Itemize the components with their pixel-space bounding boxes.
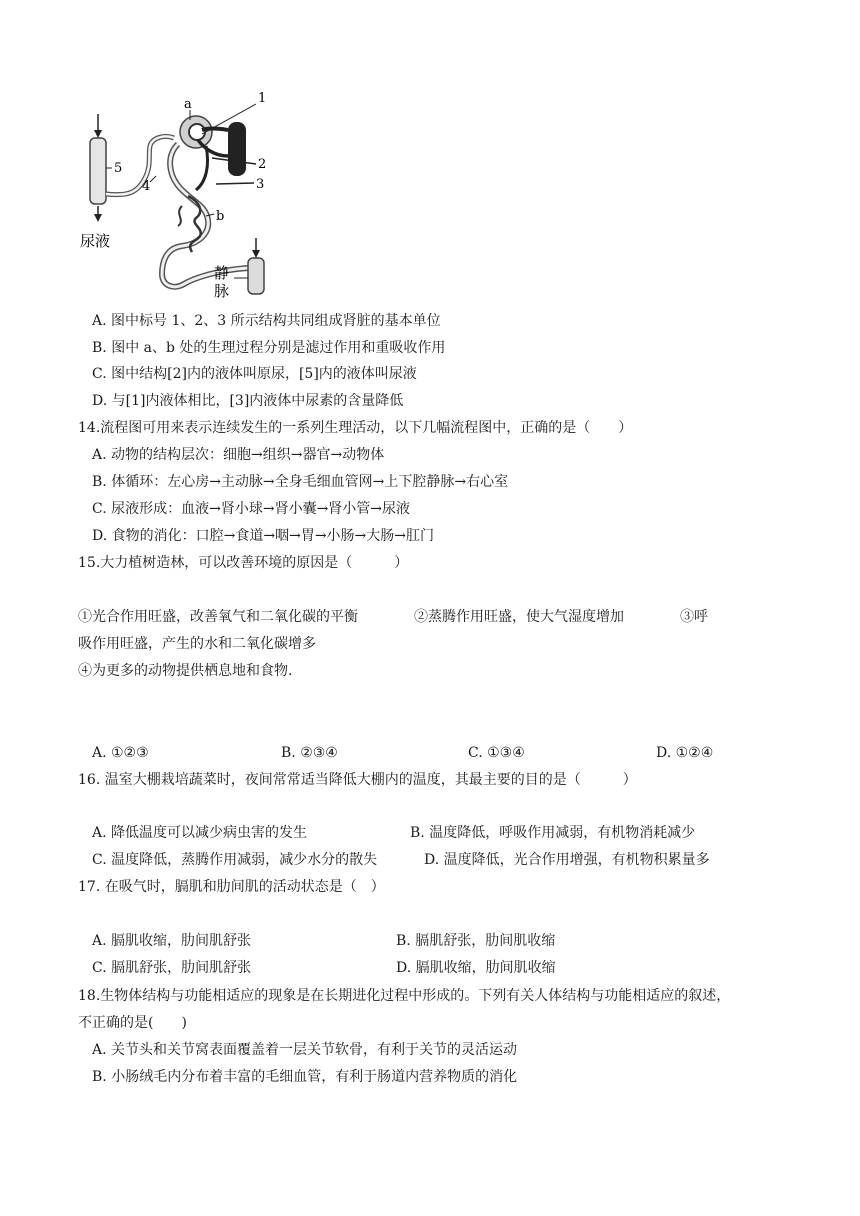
label-5: 5 <box>114 161 123 176</box>
q18-stem-line1: 18.生物体结构与功能相适应的现象是在长期进化过程中形成的。下列有关人体结构与功能相适应的叙述， <box>78 988 731 1004</box>
collecting-duct <box>90 138 106 204</box>
q18-stem-line2: 不正确的是( ) <box>78 1015 187 1031</box>
q15-statements-line2: 吸作用旺盛，产生的水和二氧化碳增多 <box>78 636 316 652</box>
q17-stem: 17. 在吸气时，膈肌和肋间肌的活动状态是（ ） <box>78 879 385 895</box>
q14-stem: 14.流程图可用来表示连续发生的一系列生理活动，以下几幅流程图中，正确的是（ ） <box>78 420 633 436</box>
q13-option-d: D. 与[1]内液体相比，[3]内液体中尿素的含量降低 <box>92 393 404 409</box>
q17-option-b: B. 膈肌舒张，肋间肌收缩 <box>396 933 556 949</box>
label-3-leader <box>216 183 254 184</box>
arrow-out-duct-head <box>94 214 102 222</box>
q13-option-c: C. 图中结构[2]内的液体叫原尿，[5]内的液体叫尿液 <box>92 366 417 382</box>
label-vein-1: 静 <box>214 264 230 282</box>
q14-option-a: A. 动物的结构层次：细胞→组织→器官→动物体 <box>92 447 385 463</box>
vessel-down <box>196 146 208 190</box>
afferent-arteriole <box>202 129 228 131</box>
label-b: b <box>216 209 225 224</box>
q15-stem: 15.大力植树造林，可以改善环境的原因是（ ） <box>78 555 409 571</box>
label-4: 4 <box>142 179 151 194</box>
q15-statements-line3: ④为更多的动物提供栖息地和食物. <box>78 663 293 679</box>
q15-option-c: C. ①③④ <box>468 745 525 761</box>
arrow-into-vein-head <box>252 250 260 258</box>
q13-option-a: A. 图中标号 1、2、3 所示结构共同组成肾脏的基本单位 <box>92 313 441 329</box>
q14-option-c: C. 尿液形成：血液→肾小球→肾小囊→肾小管→尿液 <box>92 501 411 517</box>
arrow-into-duct-head <box>94 130 102 138</box>
q18-option-b: B. 小肠绒毛内分布着丰富的毛细血管，有利于肠道内营养物质的消化 <box>92 1069 518 1085</box>
renal-artery-bar <box>228 122 246 176</box>
nephron-diagram <box>78 86 278 300</box>
q16-option-b: B. 温度降低，呼吸作用减弱，有机物消耗减少 <box>410 825 696 841</box>
label-vein-2: 脉 <box>214 282 230 300</box>
label-a: a <box>184 97 192 112</box>
q17-option-a: A. 膈肌收缩，肋间肌舒张 <box>92 933 252 949</box>
label-2: 2 <box>258 157 267 172</box>
q16-option-d: D. 温度降低，光合作用增强，有机物积累量多 <box>424 852 710 868</box>
label-urine: 尿液 <box>80 232 111 250</box>
q15-statements-line1: ①光合作用旺盛，改善氧气和二氧化碳的平衡 ②蒸腾作用旺盛，使大气湿度增加 ③呼 <box>78 609 708 625</box>
q15-option-d: D. ①②④ <box>656 745 714 761</box>
q18-option-a: A. 关节头和关节窝表面覆盖着一层关节软骨，有利于关节的灵活运动 <box>92 1042 518 1058</box>
label-1: 1 <box>258 91 267 106</box>
q17-option-d: D. 膈肌收缩，肋间肌收缩 <box>396 960 556 976</box>
renal-vein <box>248 258 264 294</box>
q15-option-a: A. ①②③ <box>92 745 149 761</box>
glomerulus <box>189 124 205 140</box>
q14-option-b: B. 体循环：左心房→主动脉→全身毛细血管网→上下腔静脉→右心室 <box>92 474 509 490</box>
label-4-leader <box>150 176 156 182</box>
q16-option-c: C. 温度降低，蒸腾作用减弱，减少水分的散失 <box>92 852 378 868</box>
q14-option-d: D. 食物的消化：口腔→食道→咽→胃→小肠→大肠→肛门 <box>92 528 435 544</box>
q17-option-c: C. 膈肌舒张，肋间肌舒张 <box>92 960 252 976</box>
q16-stem: 16. 温室大棚栽培蔬菜时，夜间常常适当降低大棚内的温度，其最主要的目的是（ ） <box>78 772 637 788</box>
label-3: 3 <box>256 177 265 192</box>
q13-option-b: B. 图中 a、b 处的生理过程分别是滤过作用和重吸收作用 <box>92 340 446 356</box>
q16-option-a: A. 降低温度可以减少病虫害的发生 <box>92 825 308 841</box>
q15-option-b: B. ②③④ <box>281 745 338 761</box>
